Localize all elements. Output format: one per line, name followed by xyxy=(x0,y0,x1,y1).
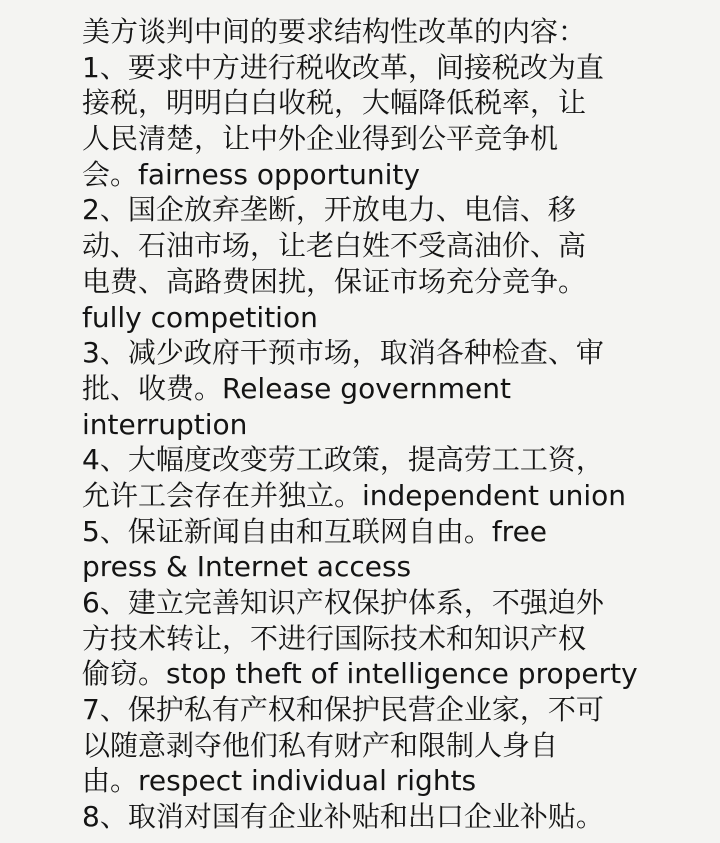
text-line-7: 电费、高路费困扰，保证市场充分竞争。 xyxy=(82,264,587,298)
text-line-11: interruption xyxy=(82,407,248,441)
text-line-15: press & Internet access xyxy=(82,550,412,584)
text-line-18: 偷窃。stop theft of intelligence property xyxy=(82,657,638,691)
text-line-title: 美方谈判中间的要求结构性改革的内容： xyxy=(82,15,587,48)
text-line-21: 由。respect individual rights xyxy=(82,764,477,798)
text-line-20: 以随意剥夺他们私有财产和限制人身自 xyxy=(82,728,559,762)
text-line-6: 动、石油市场，让老白姓不受高油价、高 xyxy=(82,229,587,263)
text-line-17: 方技术转让，不进行国际技术和知识产权 xyxy=(82,621,587,655)
text-line-1: 1、要求中方进行税收改革，间接税改为直 xyxy=(82,50,604,84)
text-line-9: 3、减少政府干预市场，取消各种检查、审 xyxy=(82,336,604,370)
text-line-19: 7、保护私有产权和保护民营企业家，不可 xyxy=(82,693,604,727)
text-line-8: fully competition xyxy=(82,300,318,334)
text-line-13: 允许工会存在并独立。independent union xyxy=(82,478,627,512)
text-line-12: 4、大幅度改变劳工政策，提高劳工工资， xyxy=(82,443,604,477)
document-text xyxy=(82,14,684,835)
text-line-5: 2、国企放弃垄断，开放电力、电信、移 xyxy=(82,193,576,227)
text-line-4: 会。fairness opportunity xyxy=(82,157,420,191)
text-line-22: 8、取消对国有企业补贴和出口企业补贴。 xyxy=(82,800,604,834)
text-line-3: 人民清楚，让中外企业得到公平竞争机 xyxy=(82,122,559,156)
text-line-10: 批、收费。Release government xyxy=(82,371,511,405)
text-line-2: 接税，明明白白收税，大幅降低税率，让 xyxy=(82,86,587,120)
text-line-14: 5、保证新闻自由和互联网自由。free xyxy=(82,514,548,548)
text-line-16: 6、建立完善知识产权保护体系，不强迫外 xyxy=(82,586,604,619)
